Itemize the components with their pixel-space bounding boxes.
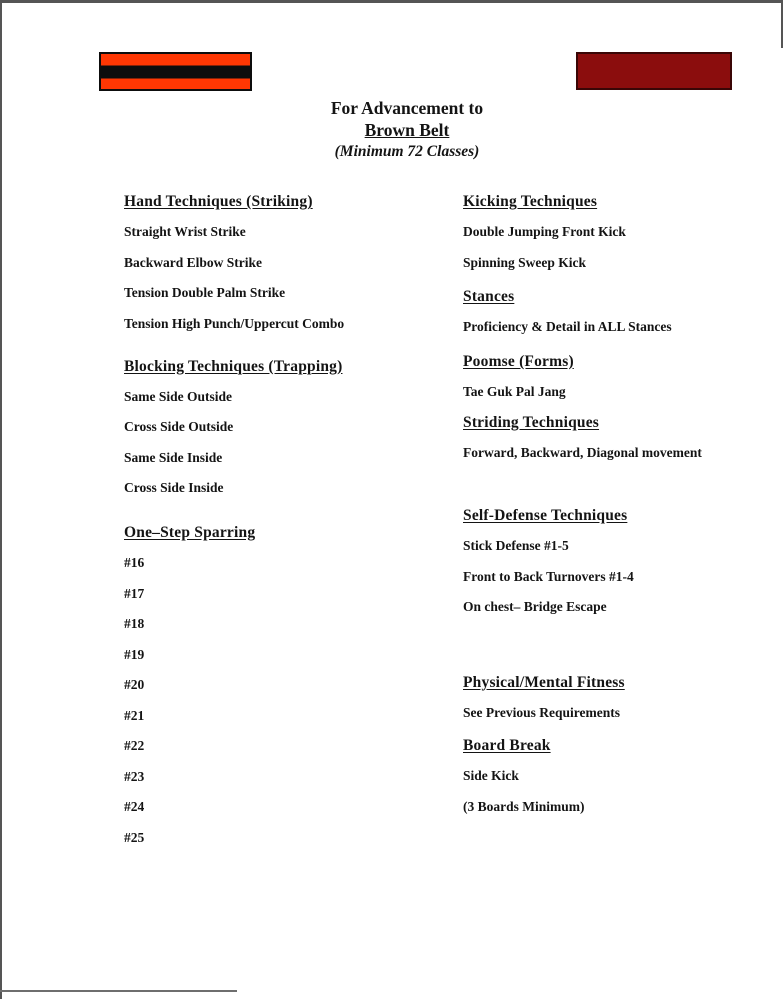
- requirement-item: On chest– Bridge Escape: [463, 599, 607, 614]
- requirement-item: Same Side Inside: [124, 449, 223, 465]
- brown-belt-swatch: [576, 52, 732, 90]
- right-column: [463, 193, 783, 829]
- requirement-item: Backward Elbow Strike: [124, 254, 263, 270]
- requirement-item: Proficiency & Detail in ALL Stances: [463, 318, 672, 334]
- title-block: [32, 98, 782, 162]
- section-heading: Physical/Mental Fitness: [463, 674, 625, 691]
- orange-belt-swatch: [99, 52, 252, 91]
- section-item-list: [463, 705, 783, 721]
- scan-border-bottom: [0, 990, 237, 992]
- scan-border-top: [0, 0, 783, 3]
- section-item-list: [463, 384, 783, 400]
- section-striding-techniques: [463, 414, 783, 461]
- section-blocking-techniques: [124, 358, 464, 497]
- section-board-break: [463, 737, 783, 815]
- section-heading: Poomse (Forms): [463, 352, 574, 370]
- requirement-item: #20: [124, 677, 145, 692]
- requirement-item: (3 Boards Minimum): [463, 798, 585, 814]
- section-stances: [463, 288, 783, 335]
- section-item-list: [124, 224, 464, 332]
- section-item-list: [463, 319, 783, 335]
- section-heading: One–Step Sparring: [124, 524, 256, 541]
- requirement-item: #23: [124, 768, 145, 784]
- requirement-item: #18: [124, 616, 145, 631]
- requirement-item: Forward, Backward, Diagonal movement: [463, 445, 702, 460]
- requirement-item: #25: [124, 829, 145, 845]
- section-heading: Stances: [463, 287, 515, 305]
- requirement-item: Spinning Sweep Kick: [463, 254, 587, 270]
- section-hand-techniques: [124, 193, 464, 332]
- requirement-item: Double Jumping Front Kick: [463, 224, 626, 239]
- left-column: [124, 193, 464, 860]
- requirement-item: Tae Guk Pal Jang: [463, 383, 566, 399]
- requirement-item: #17: [124, 585, 145, 601]
- section-kicking-techniques: [463, 193, 783, 271]
- requirement-item: Front to Back Turnovers #1-4: [463, 568, 634, 584]
- requirement-item: #16: [124, 555, 145, 570]
- requirement-item: #22: [124, 738, 145, 753]
- page-title-belt-name: Brown Belt: [364, 120, 450, 140]
- requirement-item: See Previous Requirements: [463, 705, 620, 720]
- section-item-list: [463, 768, 783, 815]
- requirement-item: Cross Side Inside: [124, 480, 224, 495]
- section-heading: Hand Techniques (Striking): [124, 193, 313, 210]
- requirement-item: Straight Wrist Strike: [124, 224, 246, 239]
- section-physical-mental-fitness: [463, 674, 783, 721]
- section-heading: Kicking Techniques: [463, 193, 598, 210]
- section-self-defense-techniques: [463, 507, 783, 615]
- section-one-step-sparring: [124, 524, 464, 846]
- section-item-list: [124, 555, 464, 846]
- requirement-item: Same Side Outside: [124, 388, 233, 404]
- requirement-item: Cross Side Outside: [124, 419, 234, 434]
- requirement-item: Side Kick: [463, 768, 519, 783]
- requirement-item: #19: [124, 646, 145, 662]
- orange-belt-black-stripe: [101, 65, 250, 78]
- section-heading: Blocking Techniques (Trapping): [124, 357, 343, 375]
- section-item-list: [463, 538, 783, 615]
- page-title: For Advancement to: [330, 98, 484, 118]
- section-item-list: [463, 224, 783, 271]
- page-title-minimum-classes: (Minimum 72 Classes): [334, 143, 480, 160]
- requirement-item: #21: [124, 707, 145, 723]
- requirement-item: Tension Double Palm Strike: [124, 285, 286, 300]
- section-item-list: [124, 389, 464, 497]
- requirement-item: Tension High Punch/Uppercut Combo: [124, 315, 345, 331]
- section-heading: Self-Defense Techniques: [463, 507, 628, 524]
- section-heading: Board Break: [463, 737, 551, 754]
- section-poomse-forms: [463, 353, 783, 400]
- section-item-list: [463, 445, 783, 461]
- section-heading: Striding Techniques: [463, 414, 600, 431]
- requirement-item: #24: [124, 799, 145, 814]
- scan-border-left: [0, 0, 2, 999]
- requirement-item: Stick Defense #1-5: [463, 538, 569, 553]
